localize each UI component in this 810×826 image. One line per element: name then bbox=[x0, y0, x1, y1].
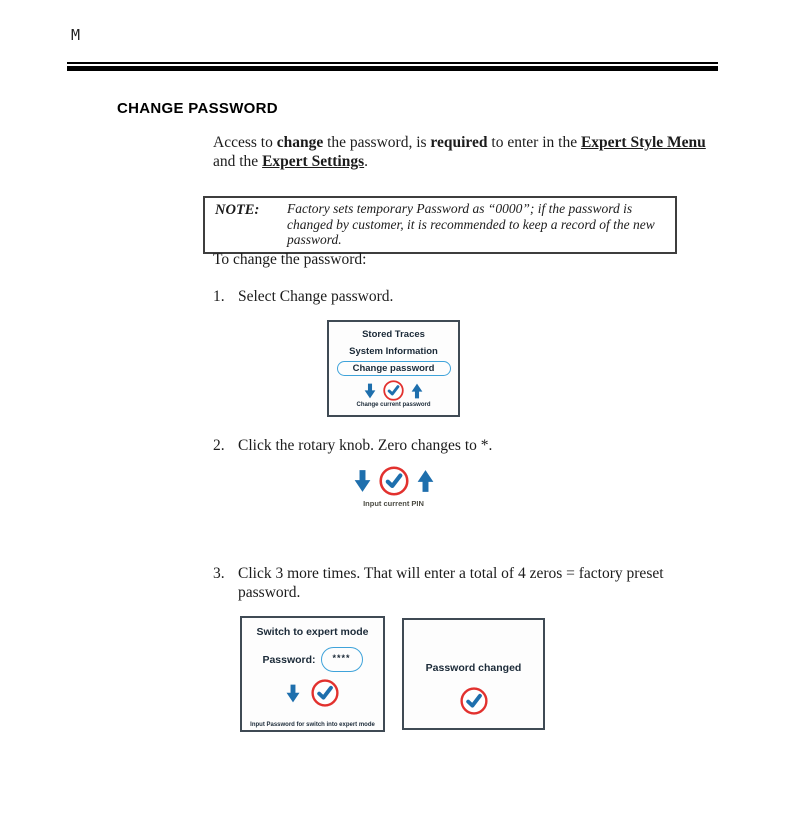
intro-text: . bbox=[364, 153, 368, 170]
up-arrow-icon bbox=[411, 383, 423, 399]
down-arrow-icon bbox=[286, 683, 300, 704]
down-arrow-icon bbox=[354, 469, 371, 493]
step-2-text: Click the rotary knob. Zero changes to *. bbox=[238, 437, 493, 454]
step-1-number: 1. bbox=[213, 288, 225, 305]
confirm-icon bbox=[383, 380, 404, 401]
pin-control-icons bbox=[327, 466, 460, 496]
menu-screenshot bbox=[327, 320, 460, 417]
page-title: CHANGE PASSWORD bbox=[117, 100, 278, 117]
confirm-icon bbox=[379, 466, 409, 496]
password-changed-icons bbox=[404, 687, 543, 715]
intro-text: Access to bbox=[213, 134, 277, 151]
header-rule bbox=[67, 62, 718, 71]
header-mark: M bbox=[71, 26, 81, 44]
header-rule-thin bbox=[67, 62, 718, 64]
up-arrow-icon bbox=[417, 469, 434, 493]
intro-text: and the bbox=[213, 153, 263, 170]
note-text: Factory sets temporary Password as “0000”; if the password is changed by customer, it is recommended to keep a record of the new password. bbox=[287, 201, 655, 247]
confirm-icon bbox=[311, 679, 339, 707]
password-changed-text: Password changed bbox=[425, 662, 522, 674]
intro-emphasis-required: required bbox=[430, 134, 488, 151]
step-3 bbox=[213, 564, 717, 602]
intro-emphasis-change: change bbox=[276, 134, 324, 151]
expert-mode-screenshot bbox=[240, 616, 385, 732]
password-value-field: **** bbox=[321, 647, 363, 672]
header-rule-thick bbox=[67, 66, 718, 71]
intro-text: to enter in the bbox=[487, 134, 581, 151]
step-3-text: Click 3 more times. That will enter a total of 4 zeros = factory preset password. bbox=[238, 565, 664, 601]
password-changed-screenshot bbox=[402, 618, 545, 730]
note-box bbox=[203, 196, 677, 254]
menu-item-system-information: System Information bbox=[349, 346, 438, 357]
step-1 bbox=[213, 287, 393, 306]
steps-intro: To change the password: bbox=[213, 251, 367, 268]
step-2-number: 2. bbox=[213, 437, 225, 454]
step-3-number: 3. bbox=[213, 565, 225, 582]
password-row bbox=[242, 647, 383, 672]
expert-mode-caption: Input Password for switch into expert mode bbox=[250, 722, 375, 728]
intro-paragraph bbox=[213, 133, 719, 171]
pin-caption: Input current PIN bbox=[363, 499, 424, 508]
intro-link-expert-settings: Expert Settings bbox=[262, 153, 365, 170]
menu-control-icons bbox=[329, 380, 458, 401]
note-label: NOTE: bbox=[215, 202, 260, 218]
pin-controls-figure bbox=[327, 466, 460, 508]
menu-item-stored-traces: Stored Traces bbox=[362, 329, 425, 340]
intro-link-expert-style-menu: Expert Style Menu bbox=[580, 134, 706, 151]
expert-mode-title: Switch to expert mode bbox=[256, 626, 369, 638]
intro-text: the password, is bbox=[323, 134, 431, 151]
step-2 bbox=[213, 436, 492, 455]
confirm-icon bbox=[460, 687, 488, 715]
step-1-text: Select Change password. bbox=[238, 288, 394, 305]
menu-caption: Change current password bbox=[356, 402, 431, 408]
password-label: Password: bbox=[262, 653, 316, 666]
down-arrow-icon bbox=[364, 383, 376, 399]
expert-control-icons bbox=[242, 679, 383, 707]
menu-item-change-password-selected: Change password bbox=[337, 361, 451, 376]
